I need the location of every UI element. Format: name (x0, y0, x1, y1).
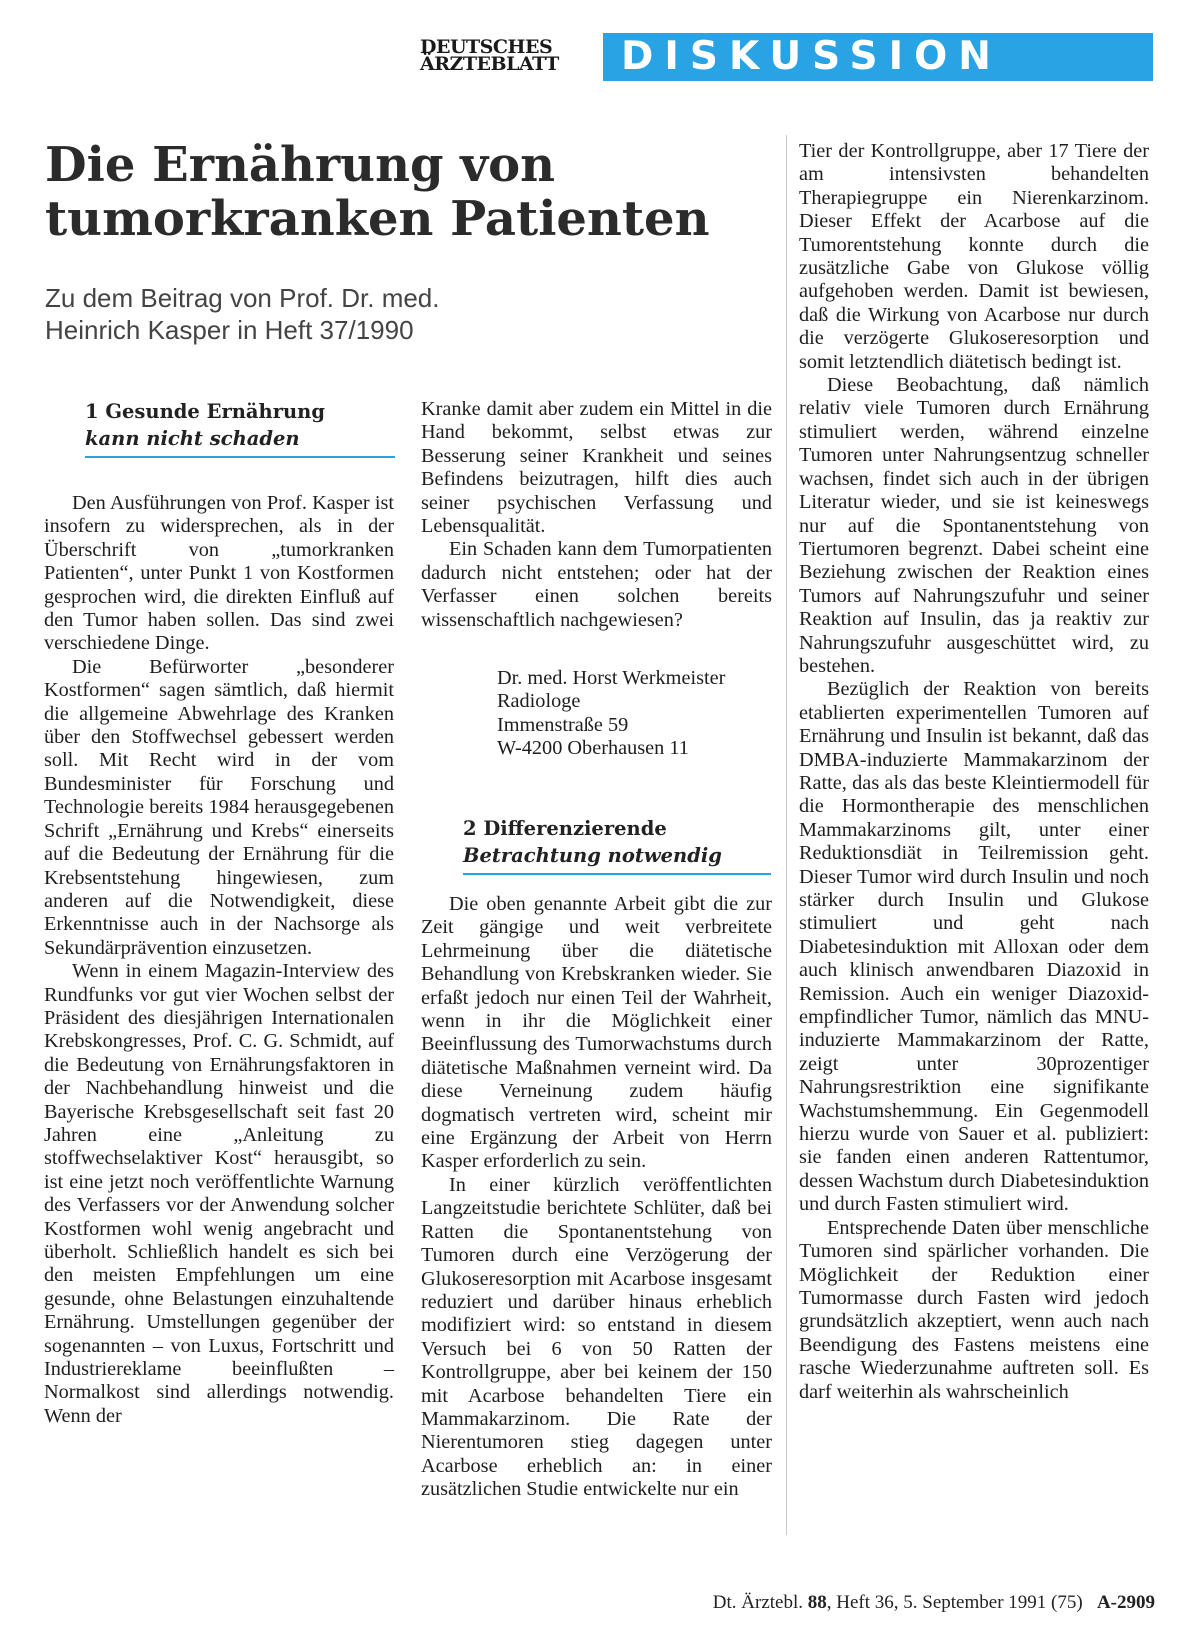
letter-1-signature (497, 667, 777, 761)
letter-1-continuation: Kranke damit aber zudem ein Mittel in die Hand bekommt, selbst etwas zur Besserung seiner Krankheit und seines Befindens beizutragen, hilft dies auch seiner psychischen Verfassung und Lebensqualität. (421, 398, 772, 538)
column-3 (799, 140, 1149, 1404)
footer-volume: 88 (807, 1592, 827, 1613)
letter-2-continuation: Diese Beobachtung, daß nämlich relativ viele Tumoren durch Ernährung stimuliert werden, während einzelne Tumoren unter Nahrungsentzug schneller wachsen, findet sich auch in der übrigen Literatur wieder, und sie ist keineswegs nur auf die Spontanentstehung von Tiertumoren begrenzt. Dabei scheint eine Beziehung zwischen der Reaktion eines Tumors auf Nahrungszufuhr und seiner Reaktion auf Insulin, das ja reaktiv zur Nahrungszufuhr ausgeschüttet wird, zu bestehen. (799, 374, 1149, 677)
letter-1-paragraph: Den Ausführungen von Prof. Kasper ist insofern zu widersprechen, als in der Überschrift von „tumorkranken Patienten“, unter Punkt 1 von Kostformen gesprochen wird, die direkten Einfluß auf den Tumor haben sollen. Das sind zwei verschiedene Dinge. (44, 492, 394, 655)
subtitle-line-2: Heinrich Kasper in Heft 37/1990 (45, 315, 414, 345)
section-banner (603, 33, 1153, 81)
letter-2-continuation: Entsprechende Daten über menschliche Tumoren sind spärlicher vorhanden. Die Möglichkeit der Reduktion einer Tumormasse durch Fasten wird jedoch grundsätzlich akzeptiert, wenn auch nach Beendigung des Fastens meistens eine rasche Wiederzunahme auftreten soll. Es darf weiterhin als wahrscheinlich (799, 1216, 1149, 1403)
footer-issue: , Heft 36, 5. September 1991 (75) (826, 1592, 1083, 1613)
author-name: Dr. med. Horst Werkmeister (497, 667, 726, 689)
letter-1-paragraph: Wenn in einem Magazin-Interview des Rundfunks vor gut vier Wochen selbst der Präsident des diesjährigen Internationalen Krebskongresses, Prof. C. G. Schmidt, auf die Bedeutung von Ernährungsfaktoren in der Nachbehandlung hinweist und die Bayerische Krebsgesellschaft seit fast 20 Jahren eine „Anleitung zu stoffwechselaktiver Kost“ herausgibt, so ist eine jetzt noch veröffentlichte Warnung des Verfassers vor der Anwendung solcher Kostformen wohl wenig angebracht und überholt. Schließlich handelt es sich bei den meisten Empfehlungen um eine gesunde, ohne Belastungen einzuhaltende Ernährung. Umstellungen gegenüber der sogenannten – von Luxus, Fortschritt und Industriereklame beeinflußten – Normalkost sind allerdings notwendig. Wenn der (44, 960, 394, 1427)
letter-1-paragraph: Die Befürworter „besonderer Kostformen“ sagen sämtlich, daß hiermit die allgemeine Abwehrlage des Kranken über den Stoffwechsel gebessert werden soll. Mit Recht wird in der vom Bundesminister für Forschung und Technologie bereits 1984 herausgegebenen Schrift „Ernährung und Krebs“ einerseits auf die Bedeutung der Ernährung für die Krebsentstehung hingewiesen, zum anderen auf die Notwendigkeit, diese Erkenntnisse auch in der Nachsorge als Sekundärprävention einzusetzen. (44, 655, 394, 959)
letter-2-continuation: Bezüglich der Reaktion von bereits etablierten experimentellen Tumoren auf Ernährung und Insulin ist bekannt, daß das DMBA-induzierte Mammakarzinom der Ratte, das als das beste Kleintiermodell für die Hormontherapie des menschlichen Mammakarzinoms gilt, unter einer Reduktionsdiät in Teilremission geht. Dieser Tumor wird durch Insulin und noch stärker durch Insulin und Glukose stimuliert und geht nach Diabetesinduktion mit Alloxan oder dem auch klinisch anwendbaren Diazoxid in Remission. Auch ein weniger Diazoxid-empfindlicher Tumor, nämlich das MNU-induzierte Mammakarzinom der Ratte, zeigt unter 30prozentiger Nahrungsrestriktion eine signifikante Wachstumshemmung. Ein Gegenmodell hierzu wurde von Sauer et al. publiziert: sie fanden einen anderen Rattentumor, dessen Wachstum durch Diabetesinduktion und durch Fasten stimuliert wird. (799, 678, 1149, 1216)
article-subtitle (45, 282, 735, 346)
article-title (45, 138, 735, 246)
title-line-2: tumorkranken Patienten (45, 191, 710, 247)
title-line-1: Die Ernährung von (45, 137, 556, 193)
heading-2-line-1: 2 Differenzierende (463, 817, 667, 840)
column-divider (786, 135, 787, 1535)
column-2-bottom (421, 893, 772, 1502)
heading-1-line-1: 1 Gesunde Ernährung (85, 400, 325, 423)
letter-2-paragraph: In einer kürzlich veröffentlichten Langzeitstudie berichtete Schlüter, daß bei Ratten die Spontanentstehung von Tumoren durch eine Verzögerung der Glukoseresorption mit Acarbose insgesamt reduziert und darüber hinaus erheblich modifiziert wird: so entstand in diesem Versuch bei 6 von 50 Ratten der Kontrollgruppe, aber bei keinem der 150 mit Acarbose behandelten Tiere ein Mammakarzinom. Die Rate der Nierentumoren stieg dagegen unter Acarbose erheblich an: in einer zusätzlichen Studie entwickelte nur ein (421, 1173, 772, 1501)
subtitle-line-1: Zu dem Beitrag von Prof. Dr. med. (45, 283, 440, 313)
column-2-top (421, 398, 772, 632)
letter-2-continuation: Tier der Kontrollgruppe, aber 17 Tiere der am intensivsten behandelten Therapiegruppe ein Nierenkarzinom. Dieser Effekt der Acarbose auf die Tumorentstehung konnte durch die zusätzliche Gabe von Glukose völlig aufgehoben werden. Damit ist bewiesen, daß die Wirkung von Acarbose nur durch die verzögerte Glukoseresorption und somit letztendlich diätetisch bedingt ist. (799, 140, 1149, 373)
heading-2-line-2: Betrachtung notwendig (463, 844, 722, 867)
logo-line-2: ÄRZTEBLATT (420, 53, 559, 75)
author-city: W-4200 Oberhausen 11 (497, 737, 689, 760)
heading-1-rule (85, 456, 395, 458)
footer-page: A-2909 (1096, 1592, 1155, 1613)
section-label: DISKUSSION (621, 34, 1002, 79)
author-street: Immenstraße 59 (497, 713, 629, 736)
page-footer (610, 1592, 1155, 1614)
letter-2-paragraph: Die oben genannte Arbeit gibt die zur Zeit gängige und weit verbreitete Lehrmeinung über die diätetische Behandlung von Krebskranken wieder. Sie erfaßt jedoch nur einen Teil der Wahrheit, wenn in ihr die Möglichkeit einer Beeinflussung des Tumorwachstums durch diätetische Maßnahmen verneint wird. Da diese Verneinung zudem häufig dogmatisch vertreten wird, scheint mir eine Ergänzung der Arbeit von Herrn Kasper erforderlich zu sein. (421, 893, 772, 1173)
journal-logo (420, 36, 588, 75)
letter-1-heading (85, 398, 395, 458)
footer-journal: Dt. Ärztebl. (712, 1592, 804, 1613)
heading-2-rule (463, 873, 771, 875)
logo-line-1: DEUTSCHES (420, 36, 553, 58)
column-1 (44, 492, 394, 1428)
author-role: Radiologe (497, 690, 581, 713)
letter-1-continuation: Ein Schaden kann dem Tumorpatienten dadurch nicht entstehen; oder hat der Verfasser einen solchen bereits wissenschaftlich nachgewiesen? (421, 538, 772, 631)
letter-2-heading (463, 815, 771, 875)
heading-1-line-2: kann nicht schaden (85, 427, 300, 450)
